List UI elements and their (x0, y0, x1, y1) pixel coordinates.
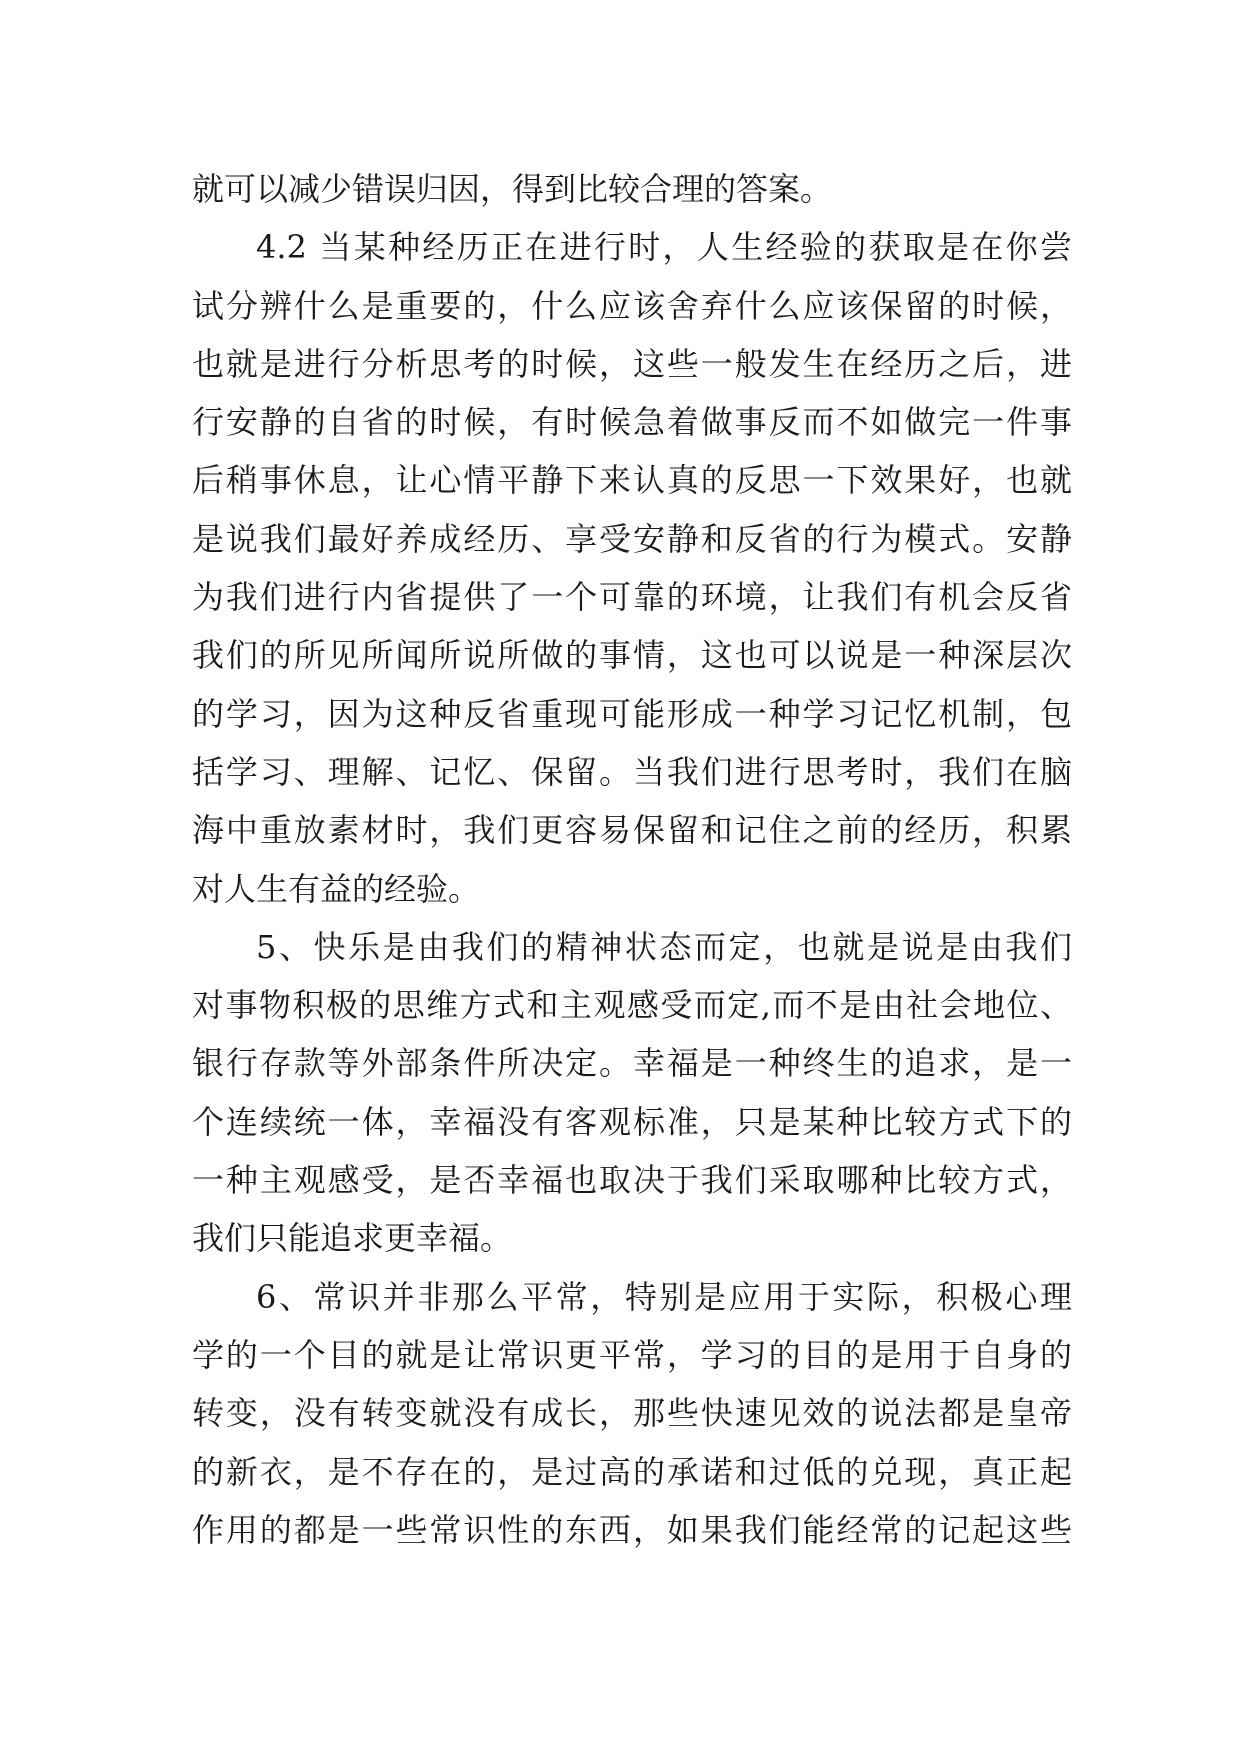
text-line: 就可以减少错误归因，得到比较合理的答案。 (192, 170, 833, 208)
text-line: 4.2 当某种经历正在进行时，人生经验的获取是在你尝 (256, 228, 1072, 267)
text-line: 我们的所见所闻所说所做的事情，这也可以说是一种深层次 (192, 636, 1072, 675)
text-line: 也就是进行分析思考的时候，这些一般发生在经历之后，进 (192, 344, 1072, 383)
text-line: 的学习，因为这种反省重现可能形成一种学习记忆机制，包 (192, 694, 1072, 733)
text-line: 是说我们最好养成经历、享受安静和反省的行为模式。安静 (192, 519, 1072, 558)
text-line: 的新衣，是不存在的，是过高的承诺和过低的兑现，真正起 (192, 1452, 1072, 1491)
text-line: 为我们进行内省提供了一个可靠的环境，让我们有机会反省 (192, 578, 1072, 617)
text-line: 个连续统一体，幸福没有客观标准，只是某种比较方式下的 (192, 1102, 1072, 1141)
text-line: 对人生有益的经验。 (192, 869, 481, 908)
text-line: 括学习、理解、记忆、保留。当我们进行思考时，我们在脑 (192, 752, 1072, 791)
text-line: 作用的都是一些常识性的东西，如果我们能经常的记起这些 (192, 1510, 1072, 1549)
text-line: 转变，没有转变就没有成长，那些快速见效的说法都是皇帝 (192, 1394, 1072, 1433)
text-line: 我们只能追求更幸福。 (192, 1219, 513, 1258)
text-line: 6、常识并非那么平常，特别是应用于实际，积极心理 (256, 1277, 1072, 1316)
text-line: 一种主观感受，是否幸福也取决于我们采取哪种比较方式， (192, 1161, 1072, 1200)
text-line: 银行存款等外部条件所决定。幸福是一种终生的追求，是一 (192, 1044, 1072, 1083)
text-line: 海中重放素材时，我们更容易保留和记住之前的经历，积累 (192, 811, 1072, 850)
text-line: 行安静的自省的时候，有时候急着做事反而不如做完一件事 (192, 403, 1072, 442)
text-line: 试分辨什么是重要的，什么应该舍弃什么应该保留的时候， (192, 286, 1072, 325)
body-text (192, 160, 1072, 1559)
text-line: 5、快乐是由我们的精神状态而定，也就是说是由我们 (256, 927, 1072, 966)
text-line: 后稍事休息，让心情平静下来认真的反思一下效果好，也就 (192, 461, 1072, 500)
text-line: 学的一个目的就是让常识更平常，学习的目的是用于自身的 (192, 1335, 1072, 1374)
text-line: 对事物积极的思维方式和主观感受而定,而不是由社会地位、 (192, 986, 1072, 1025)
